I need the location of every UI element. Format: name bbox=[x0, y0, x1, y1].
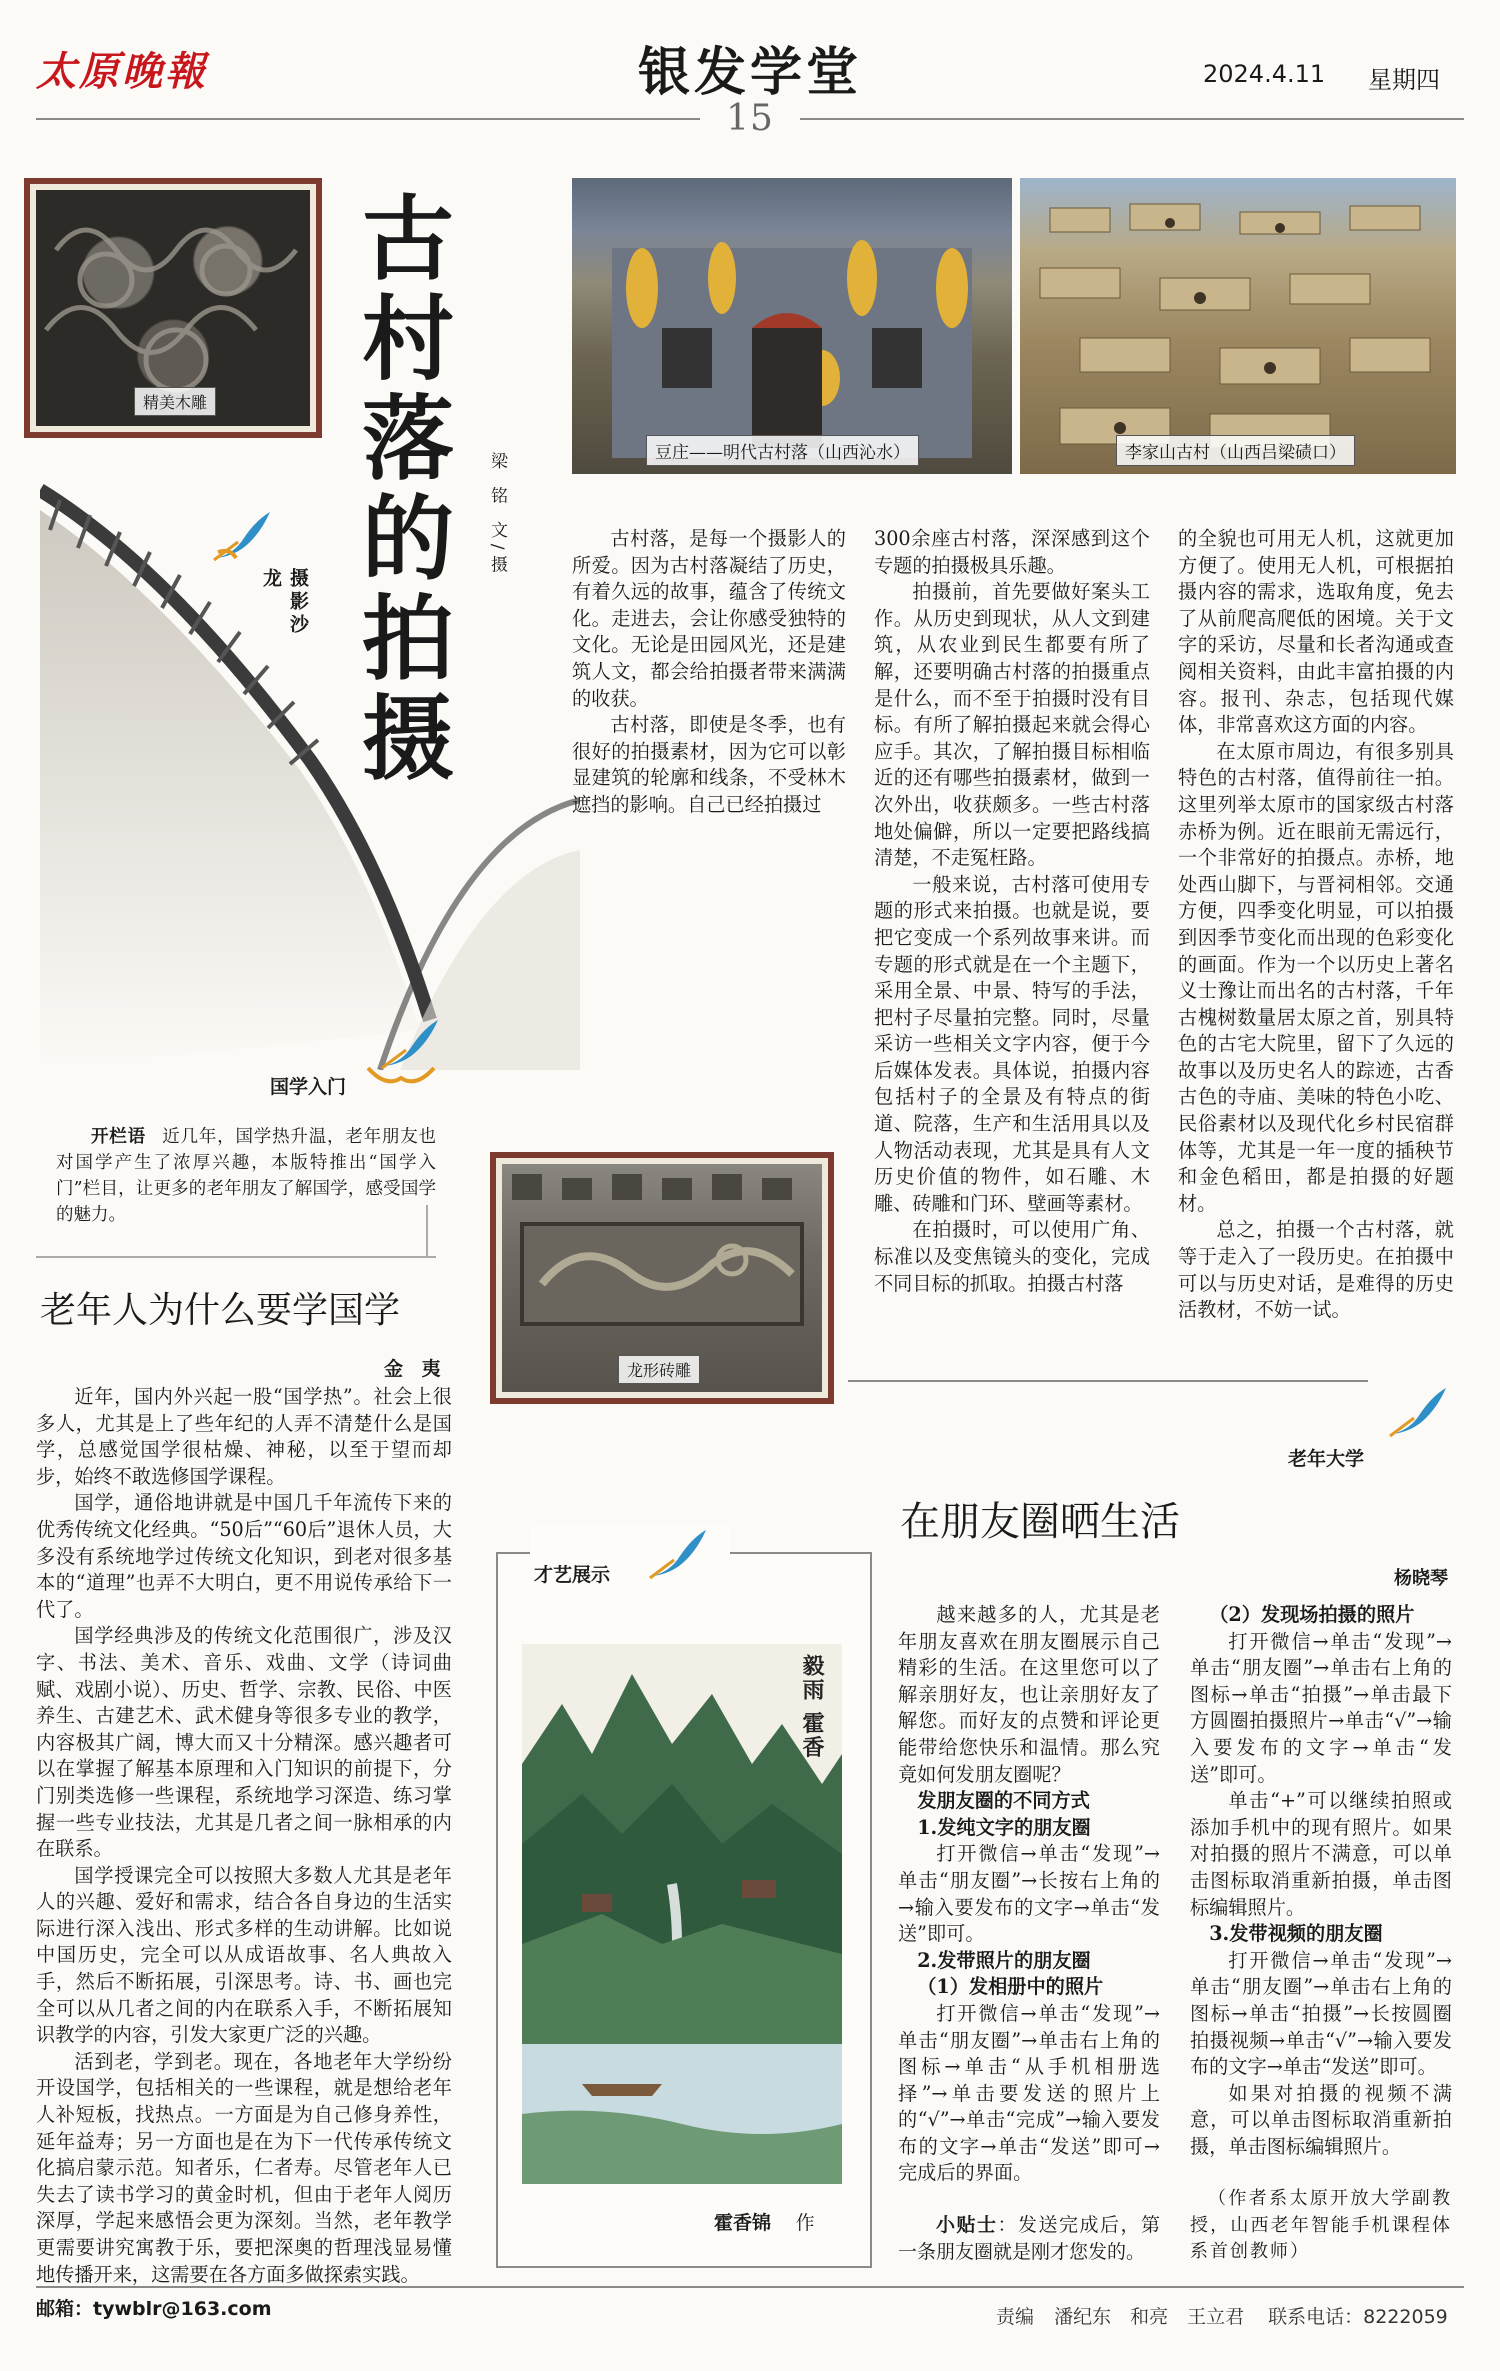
laonian-paragraph: 如果对拍摄的视频不满意，可以单击图标取消重新拍摄，单击图标编辑照片。 bbox=[1190, 2081, 1452, 2158]
feature-byline: 梁 铭 文/摄 bbox=[487, 452, 507, 579]
guoxue-paragraph: 国学经典涉及的传统文化范围很广，涉及汉字、书法、美术、音乐、戏曲、文学（诗词曲赋、戏剧小说）、历史、哲学、宗教、民俗、中医养生、古建艺术、武术健身等很多专业的教学，内容极其广阔，博大而又十分精深。感兴趣者可以在掌握了解基本原理和入门知识的前提下，分门别类选修一些课程，系统地学习深造、练习掌握一些专业技法，尤其是几者之间一脉相承的内在联系。 bbox=[36, 1624, 452, 1861]
photo-douzhuang bbox=[572, 178, 1012, 474]
column-tag-caiyi bbox=[530, 1526, 730, 1596]
laonian-column-1 bbox=[898, 1602, 1160, 2187]
laonian-paragraph: 单击“+”可以继续拍照或添加手机中的现有照片。如果对拍摄的照片不满意，可以单击图标取消重新拍摄，单击图标编辑照片。 bbox=[1190, 1789, 1452, 1919]
caption-lijiashan: 李家山古村（山西吕梁碛口） bbox=[1116, 435, 1355, 466]
laonian-paragraph: 越来越多的人，尤其是老年朋友喜欢在朋友圈展示自己精彩的生活。在这里您可以了解亲朋好友，也让亲朋好友了解您。而好友的点赞和评论更能带给您快乐和温情。那么究竟如何发朋友圈呢？ bbox=[898, 1603, 1160, 1786]
guoxue-intro-label: 开栏语 bbox=[91, 1127, 146, 1147]
laonian-paragraph: 打开微信→单击“发现”→单击“朋友圈”→单击右上角的图标→单击“拍摄”→长按圆圈拍摄视频→单击“√”→输入要发布的文字→单击“发送”即可。 bbox=[1190, 1948, 1452, 2079]
feature-paragraph: 古村落，即使是冬季，也有很好的拍摄素材，因为它可以彰显建筑的轮廓和线条，不受林木遮挡的影响。自己已经拍摄过 bbox=[572, 713, 846, 816]
footer-phone: 联系电话：8222059 bbox=[1268, 2306, 1448, 2328]
column-tag-guoxue-label: 国学入门 bbox=[270, 1076, 347, 1098]
feature-paragraph: 在拍摄时，可以使用广角、标准以及变焦镜头的变化，完成不同目标的抓取。拍摄古村落 bbox=[874, 1218, 1150, 1295]
guoxue-intro-rule-2 bbox=[36, 1256, 436, 1258]
footer-editor-names: 潘纪东 和亮 王立君 bbox=[1054, 2306, 1245, 2328]
laonian-tip-label: 小贴士 bbox=[936, 2214, 998, 2236]
feature-paragraph: 的全貌也可用无人机，这就更加方便了。使用无人机，可根据拍摄内容的需求，选取角度，免去了从前爬高爬低的困境。关于文字的采访，尽量和长者沟通或查阅相关资料，由此丰富拍摄的内容。报刊、杂志，包括现代媒体，非常喜欢这方面的内容。 bbox=[1178, 527, 1454, 737]
guoxue-intro bbox=[56, 1124, 436, 1228]
quill-icon bbox=[378, 1016, 442, 1072]
section-title: 银发学堂 bbox=[637, 42, 862, 103]
feature-paragraph: 一般来说，古村落可使用专题的形式来拍摄。也就是说，要把它变成一个系列故事来讲。而专题的形式就是在一个主题下，采用全景、中景、特写的手法，把村子尽量拍完整。同时，尽量采访一些相关文字内容，便于今后媒体发表。具体说，拍摄内容包括村子的全景及有特点的街道、院落，生产和生活用具以及人物活动表现，尤其是具有人文历史价值的物件，如石雕、木雕、砖雕和门环、壁画等素材。 bbox=[874, 872, 1150, 1215]
guoxue-paragraph: 国学授课完全可以按照大多数人尤其是老年人的兴趣、爱好和需求，结合各自身边的生活实际进行深入浅出、形式多样的生动讲解。比如说中国历史，完全可以从成语故事、名人典故入手，然后不断拓展，引深思考。诗、书、画也完全可以从几者之间的内在联系入手，不断拓展知识教学的内容，引发大家更广泛的兴趣。 bbox=[36, 1863, 452, 2047]
guoxue-paragraph: 活到老，学到老。现在，各地老年大学纷纷开设国学，包括相关的一些课程，就是想给老年人补短板，找热点。一方面是为自己修身养性，延年益寿；另一方面也是在为下一代传承传统文化搞启蒙示范。知者乐，仁者寿。尽管老年人已失去了读书学习的黄金时机，但由于老年人阅历深厚，学起来感悟会更为深刻。当然，老年教学更需要讲究寓教于乐，要把深奥的哲理浅显易懂地传播开来，这需要在各方面多做探索实践。 bbox=[36, 2049, 452, 2286]
caption-brick-carving: 龙形砖雕 bbox=[618, 1355, 700, 1384]
laonian-subheading: 1.发纯文字的朋友圈 bbox=[917, 1815, 1091, 1839]
photo-lijiashan bbox=[1020, 178, 1456, 474]
column-tag-laonian-label: 老年大学 bbox=[1288, 1448, 1365, 1470]
laonian-subheading: 发朋友圈的不同方式 bbox=[917, 1789, 1090, 1813]
laonian-subheading: 2.发带照片的朋友圈 bbox=[917, 1948, 1091, 1972]
feature-column-3 bbox=[1178, 526, 1454, 1324]
laonian-paragraph: 打开微信→单击“发现”→单击“朋友圈”→单击右上角的图标→单击“从手机相册选择”→单击要发送的照片上的“√”→单击“完成”→输入要发布的文字→单击“发送”即可→完成后的界面。 bbox=[898, 2001, 1160, 2185]
laonian-title: 在朋友圈晒生活 bbox=[900, 1499, 1180, 1545]
laonian-paragraph: 打开微信→单击“发现”→单击“朋友圈”→长按右上角的→输入要发布的文字→单击“发送”即可。 bbox=[898, 1842, 1160, 1946]
laonian-subheading: 3.发带视频的朋友圈 bbox=[1209, 1922, 1383, 1946]
quill-icon bbox=[210, 508, 274, 564]
painting-artist-suffix: 作 bbox=[795, 2212, 815, 2234]
feature-column-1 bbox=[572, 526, 846, 819]
column-tag-sheying bbox=[210, 508, 320, 648]
guoxue-body bbox=[36, 1384, 452, 2288]
paper-name-logo: 太原晚報 bbox=[36, 48, 208, 95]
guoxue-paragraph: 国学，通俗地讲就是中国几千年流传下来的优秀传统文化经典。“50后”“60后”退休人员，大多没有系统地学过传统文化知识，到老对很多基本的“道理”也弄不大明白，更不用说传承给下一代了。 bbox=[36, 1491, 452, 1621]
guoxue-intro-text: 近几年，国学热升温，老年朋友也对国学产生了浓厚兴趣，本版特推出“国学入门”栏目，让更多的老年朋友了解国学，感受国学的魅力。 bbox=[56, 1127, 436, 1225]
laonian-column-2 bbox=[1190, 1602, 1452, 2160]
quill-icon bbox=[646, 1526, 710, 1582]
feature-paragraph: 300余座古村落，深深感到这个专题的拍摄极具乐趣。 bbox=[874, 527, 1150, 577]
masthead-rule-left bbox=[36, 118, 700, 120]
painting-artist bbox=[714, 2208, 815, 2235]
feature-title: 古村落的拍摄 bbox=[347, 190, 455, 790]
laonian-author: 杨晓琴 bbox=[1394, 1568, 1448, 1589]
feature-paragraph: 在太原市周边，有很多别具特色的古村落，值得前往一拍。这里列举太原市的国家级古村落赤桥为例。近在眼前无需远行，一个非常好的拍摄点。赤桥，地处西山脚下，与晋祠相邻。交通方便，四季变化明显，可以拍摄到因季节变化而出现的色彩变化的画面。作为一个以历史上著名义士豫让而出名的古村落，千年古槐树数量居太原之首，别具特色的古宅大院里，留下了久远的故事以及历史名人的踪迹，古香古色的寺庙、美味的特色小吃、民俗素材以及现代化乡村民宿群体等，尤其是一年一度的插秧节和金色稻田，都是拍摄的好题材。 bbox=[1178, 739, 1454, 1215]
feature-paragraph: 总之，拍摄一个古村落，就等于走入了一段历史。在拍摄中可以与历史对话，是难得的历史活教材，不妨一试。 bbox=[1178, 1218, 1454, 1322]
feature-paragraph: 古村落，是每一个摄影人的所爱。因为古村落凝结了历史，有着久远的故事，蕴含了传统文化。走进去，会让你感受独特的文化。无论是田园风光，还是建筑人文，都会给拍摄者带来满满的收获。 bbox=[572, 527, 846, 710]
landscape-painting bbox=[522, 1644, 842, 2184]
caiyi-box bbox=[496, 1552, 872, 2268]
photo-wood-carving bbox=[24, 178, 322, 438]
guoxue-author: 金 夷 bbox=[384, 1358, 447, 1380]
column-tag-caiyi-label: 才艺展示 bbox=[534, 1564, 611, 1586]
quill-icon bbox=[1386, 1384, 1450, 1440]
issue-date: 2024.4.11 bbox=[1203, 60, 1326, 88]
footer-editors bbox=[996, 2302, 1448, 2329]
painting-artist-name: 霍香锦 bbox=[714, 2212, 772, 2234]
photo-brick-carving bbox=[490, 1152, 834, 1404]
footer-email: 邮箱：tywblr@163.com bbox=[36, 2298, 272, 2320]
feature-column-2 bbox=[874, 526, 1150, 1297]
book-icon bbox=[366, 1066, 436, 1092]
page-number: 15 bbox=[726, 98, 774, 139]
caption-wood-carving: 精美木雕 bbox=[134, 387, 216, 416]
laonian-author-note: （作者系太原开放大学副教授，山西老年智能手机课程体系首创教师） bbox=[1190, 2188, 1452, 2263]
laonian-tip bbox=[898, 2212, 1160, 2265]
issue-weekday: 星期四 bbox=[1368, 66, 1440, 94]
column-tag-laonian bbox=[1288, 1384, 1464, 1474]
column-tag-sheying-label: 摄影沙龙 bbox=[260, 568, 309, 637]
caption-douzhuang: 豆庄——明代古村落（山西沁水） bbox=[646, 435, 919, 466]
guoxue-intro-rule bbox=[426, 1205, 428, 1257]
guoxue-paragraph: 近年，国内外兴起一股“国学热”。社会上很多人，尤其是上了些年纪的人弄不清楚什么是国学，总感觉国学很枯燥、神秘，以至于望而却步，始终不敢选修国学课程。 bbox=[36, 1385, 452, 1488]
masthead-rule-right bbox=[800, 118, 1464, 120]
laonian-subheading: （1）发相册中的照片 bbox=[917, 1975, 1104, 1999]
column-tag-guoxue bbox=[248, 1016, 448, 1102]
laonian-subheading: （2）发现场拍摄的照片 bbox=[1209, 1603, 1415, 1626]
footer-editor-label: 责编 bbox=[996, 2306, 1035, 2328]
feature-paragraph: 拍摄前，首先要做好案头工作。从历史到现状，从人文到建筑，从农业到民生都要有所了解，还要明确古村落的拍摄重点是什么，而不至于拍摄时没有目标。有所了解拍摄起来就会得心应手。其次，了解拍摄目标相临近的还有哪些拍摄素材，做到一次外出，收获颇多。一些古村落地处偏僻，所以一定要把路线搞清楚，不走冤枉路。 bbox=[874, 580, 1150, 870]
guoxue-title: 老年人为什么要学国学 bbox=[40, 1290, 401, 1331]
laonian-paragraph: 打开微信→单击“发现”→单击“朋友圈”→单击右上角的图标→单击“拍摄”→单击最下方圆圈拍摄照片→单击“√”→输入要发布的文字→单击“发送”即可。 bbox=[1190, 1629, 1452, 1786]
laonian-tip-text: ：发送完成后，第一条朋友圈就是刚才您发的。 bbox=[898, 2214, 1160, 2263]
laonian-top-rule bbox=[848, 1380, 1368, 1382]
painting-inscription: 毅雨 霍香 bbox=[799, 1654, 825, 1760]
footer-rule bbox=[36, 2286, 1464, 2288]
